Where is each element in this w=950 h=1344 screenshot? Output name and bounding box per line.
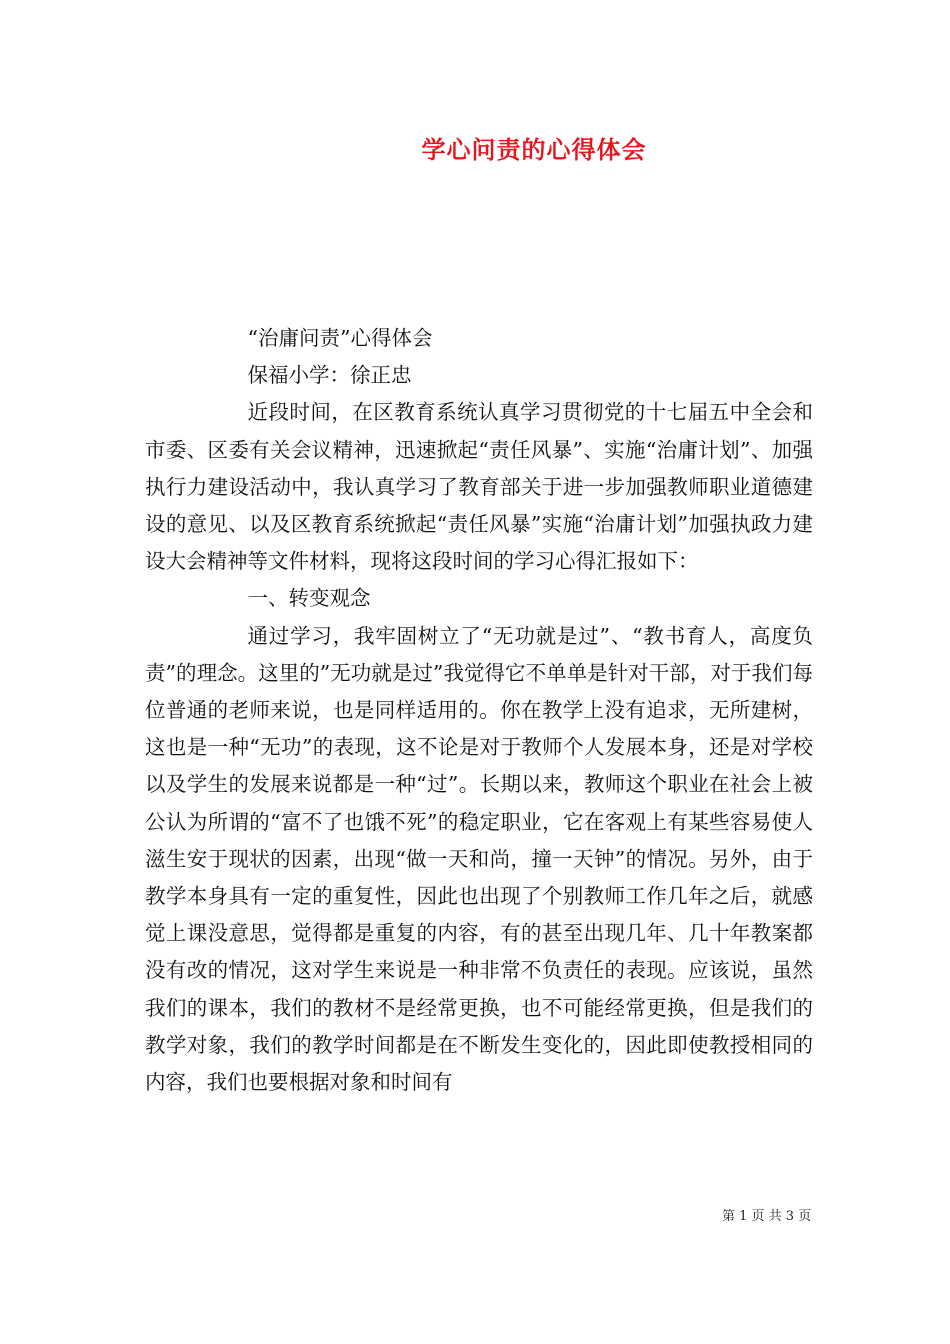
author-line: 保福小学：徐正忠	[247, 363, 412, 388]
document-title: 学心问责的心得体会	[421, 135, 647, 164]
intro-paragraph: 近段时间，在区教育系统认真学习贯彻党的十七届五中全会和市委、区委有关会议精神，迅速掀起“责任风暴”、实施“治庸计划”、加强执行力建设活动中，我认真学习了教育部关于进一步加强教师职业道德建设的意见、以及区教育系统掀起“责任风暴”实施“治庸计划”加强执政力建设大会精神等文件材料，现将这段时间的学习心得汇报如下：	[145, 400, 813, 574]
section-heading: 一、转变观念	[247, 586, 371, 611]
document-body	[145, 320, 813, 1101]
page-indicator: 第 1 页 共 3 页	[722, 1209, 812, 1224]
subtitle-line: “治庸问责”心得体会	[247, 326, 433, 350]
body-paragraph: 通过学习，我牢固树立了“无功就是过”、“教书育人，高度负责”的理念。这里的”无功就是过”我觉得它不单单是针对干部，对于我们每位普通的老师来说，也是同样适用的。你在教学上没有追求，无所建树，这也是一种“无功”的表现，这不论是对于教师个人发展本身，还是对学校以及学生的发展来说都是一种“过”。长期以来，教师这个职业在社会上被公认为所谓的“富不了也饿不死”的稳定职业，它在客观上有某些容易使人滋生安于现状的因素，出现“做一天和尚，撞一天钟”的情况。另外，由于教学本身具有一定的重复性，因此也出现了个别教师工作几年之后，就感觉上课没意思，觉得都是重复的内容，有的甚至出现几年、几十年教案都没有改的情况，这对学生来说是一种非常不负责任的表现。应该说，虽然我们的课本，我们的教材不是经常更换，也不可能经常更换，但是我们的教学对象，我们的教学时间都是在不断发生变化的，因此即使教授相同的内容，我们也要根据对象和时间有	[145, 623, 813, 1095]
